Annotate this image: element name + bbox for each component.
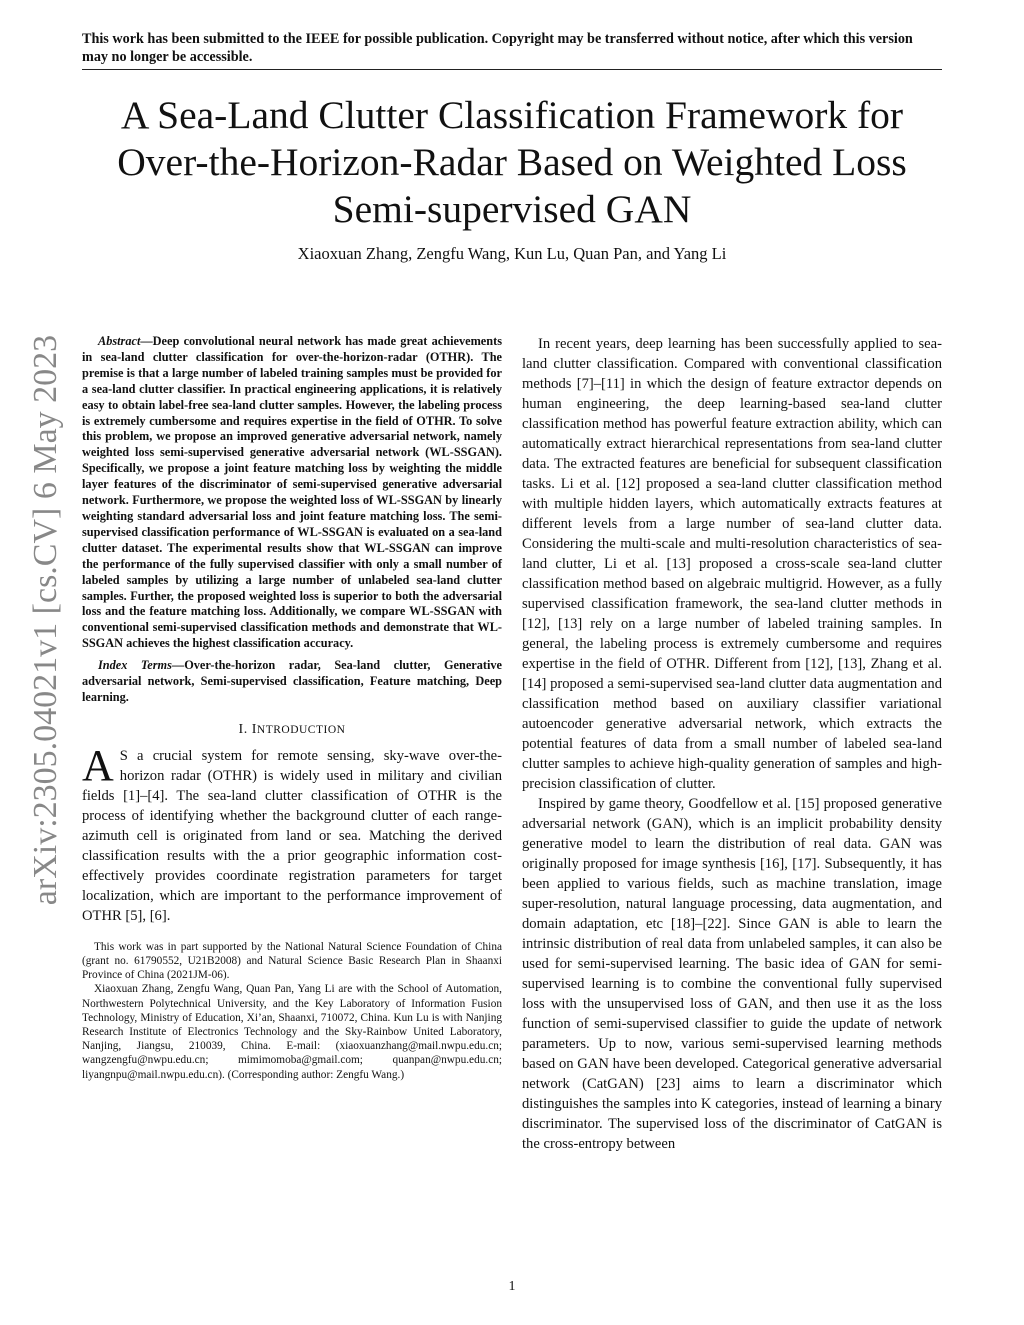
abstract-text: —Deep convolutional neural network has made great achievements in sea-land clutter classification for over-the-horizon-radar (OTHR). The premise is that a large number of labeled training samples must be provided for a sea-land clutter classifier. In practical engineering applications, it is relatively easy to obtain label-free sea-land clutter samples. However, the labeling process is extremely cumbersome and requires expertise in the field of OTHR. To solve this problem, we propose an improved generative adversarial network, namely weighted loss semi-supervised generative adversarial network (WL-SSGAN). Specifically, we propose a joint feature matching loss by weighting the middle layer features of the discriminator of semi-supervised generative adversarial network. Furthermore, we propose the weighted loss of WL-SSGAN by linearly weighting standard adversarial loss and joint feature matching loss. The semi-supervised classification performance of WL-SSGAN is evaluated on a sea-land clutter dataset. The experimental results show that WL-SSGAN can improve the performance of the fully supervised classifier with only a small number of labeled samples by utilizing a large number of unlabeled sea-land clutter samples. Further, the proposed weighted loss is superior to both the adversarial loss and the feature matching loss. Additionally, we compare WL-SSGAN with conventional semi-supervised classification methods and demonstrate that WL-SSGAN achieves the highest classification accuracy. — [82, 334, 502, 651]
footnotes — [82, 940, 502, 1082]
abstract-label: Abstract — [98, 334, 141, 348]
paragraph: In recent years, deep learning has been successfully applied to sea-land clutter classification. Compared with conventional classification methods [7]–[11] in which the design of feature extractor depends on human engineering, the deep learning-based sea-land clutter classification method has powerful feature extraction ability, which can automatically extract hierarchical representations from sea-land clutter data. The extracted features are beneficial for subsequent classification tasks. Li et al. [12] proposed a sea-land clutter classification method with multiple hidden layers, which automatically extracts features at different levels from a large number of sea-land clutter data. Considering the multi-scale and multi-resolution characteristics of sea-land clutter, Li et al. [13] proposed a cross-scale sea-land clutter classification method based on algebraic multigrid. However, as a fully supervised classification framework, the sea-land clutter methods in [12], [13] rely on a large number of labeled training samples. In general, the labeling process is extremely cumbersome and requires expertise in the field of OTHR. Different from [12], [13], Zhang et al. [14] proposed a semi-supervised sea-land clutter data augmentation and classification method based on auxiliary classifier variational autoencoder generative adversarial network, which extracts the potential features of data from a small number of labeled sea-land clutter samples to achieve high-quality generation of samples and high-precision classification of clutter. — [522, 336, 942, 792]
footnote-funding: This work was in part supported by the National Natural Science Foundation of China (grant no. 61790552, U21B2008) and Natural Science Basic Research Plan in Shaanxi Province of China (2021JM-06). — [82, 940, 502, 982]
intro-text: S a crucial system for remote sensing, sky-wave over-the-horizon radar (OTHR) is widely used in military and civilian fields [1]–[4]. The sea-land clutter classification of OTHR is the process of identifying whether the background clutter of each range-azimuth cell is originated from land or sea. Matching the derived classification results with the a prior geographic information cost-effectively provides coordinate registration parameters for target localization, which are important to the performance improvement of OTHR [5], [6]. — [82, 747, 502, 924]
section-number: I. — [238, 721, 248, 737]
arxiv-identifier: arXiv:2305.04021v1 [cs.CV] 6 May 2023 — [27, 334, 64, 906]
left-column — [82, 334, 502, 1082]
section-heading — [82, 722, 502, 738]
index-terms-label: Index Terms — [98, 658, 172, 673]
paragraph: Inspired by game theory, Goodfellow et al. [15] proposed generative adversarial network (GAN), which is an implicit probability density generative model to learn the distribution of real data. GAN was originally proposed for image synthesis [16], [17]. Subsequently, it has been applied to various fields, such as machine translation, image super-resolution, natural language processing, data augmentation, and domain adaptation, etc [18]–[22]. Since GAN is able to learn the intrinsic distribution of real data from unlabeled samples, it can also be used for semi-supervised learning. The basic idea of GAN for semi-supervised learning is to combine the conventional fully supervised loss with the unsupervised loss of GAN, and then use it as the loss function of semi-supervised classifier to guide the update of network parameters. Up to now, various semi-supervised learning methods based on GAN have been developed. Categorical generative adversarial network (CatGAN) [23] aims to learn a discriminator which distinguishes the samples into K categories, instead of learning a binary discriminator. The supervised loss of the discriminator of CatGAN is the cross-entropy between — [522, 796, 942, 1152]
header-rule — [82, 69, 942, 70]
footnote-affiliations: Xiaoxuan Zhang, Zengfu Wang, Quan Pan, Yang Li are with the School of Automation, Northwestern Polytechnical University, and the Key Laboratory of Information Fusion Technology, Ministry of Education, Xi’an, Shaanxi, 710072, China. Kun Lu is with Nanjing Research Institute of Electronics Technology and the Sky-Rainbow United Laboratory, Nanjing, Jiangsu, 210039, China. E-mail: (xiaoxuanzhang@mail.nwpu.edu.cn; wangzengfu@nwpu.edu.cn; mimimomoba@gmail.com; quanpan@nwpu.edu.cn; liyangnpu@mail.nwpu.edu.cn). (Corresponding author: Zengfu Wang.) — [82, 983, 502, 1081]
abstract — [82, 334, 502, 652]
drop-cap: A — [82, 740, 114, 790]
right-column — [522, 334, 942, 1154]
section-title-rest: NTRODUCTION — [256, 723, 346, 736]
paper-title: A Sea-Land Clutter Classification Framework for Over-the-Horizon-Radar Based on Weighted Loss Semi-supervised GAN — [117, 93, 907, 231]
publication-notice: This work has been submitted to the IEEE for possible publication. Copyright may be transferred without notice, after which this version may no longer be accessible. — [82, 31, 913, 65]
author-list: Xiaoxuan Zhang, Zengfu Wang, Kun Lu, Quan Pan, and Yang Li — [297, 244, 727, 263]
index-terms — [82, 658, 502, 706]
index-terms-text: —Over-the-horizon radar, Sea-land clutter, Generative adversarial network, Semi-supervised classification, Feature matching, Deep learning. — [82, 658, 502, 704]
section-first-letter: I — [251, 721, 257, 737]
page-number: 1 — [508, 1279, 516, 1294]
introduction — [82, 740, 502, 926]
